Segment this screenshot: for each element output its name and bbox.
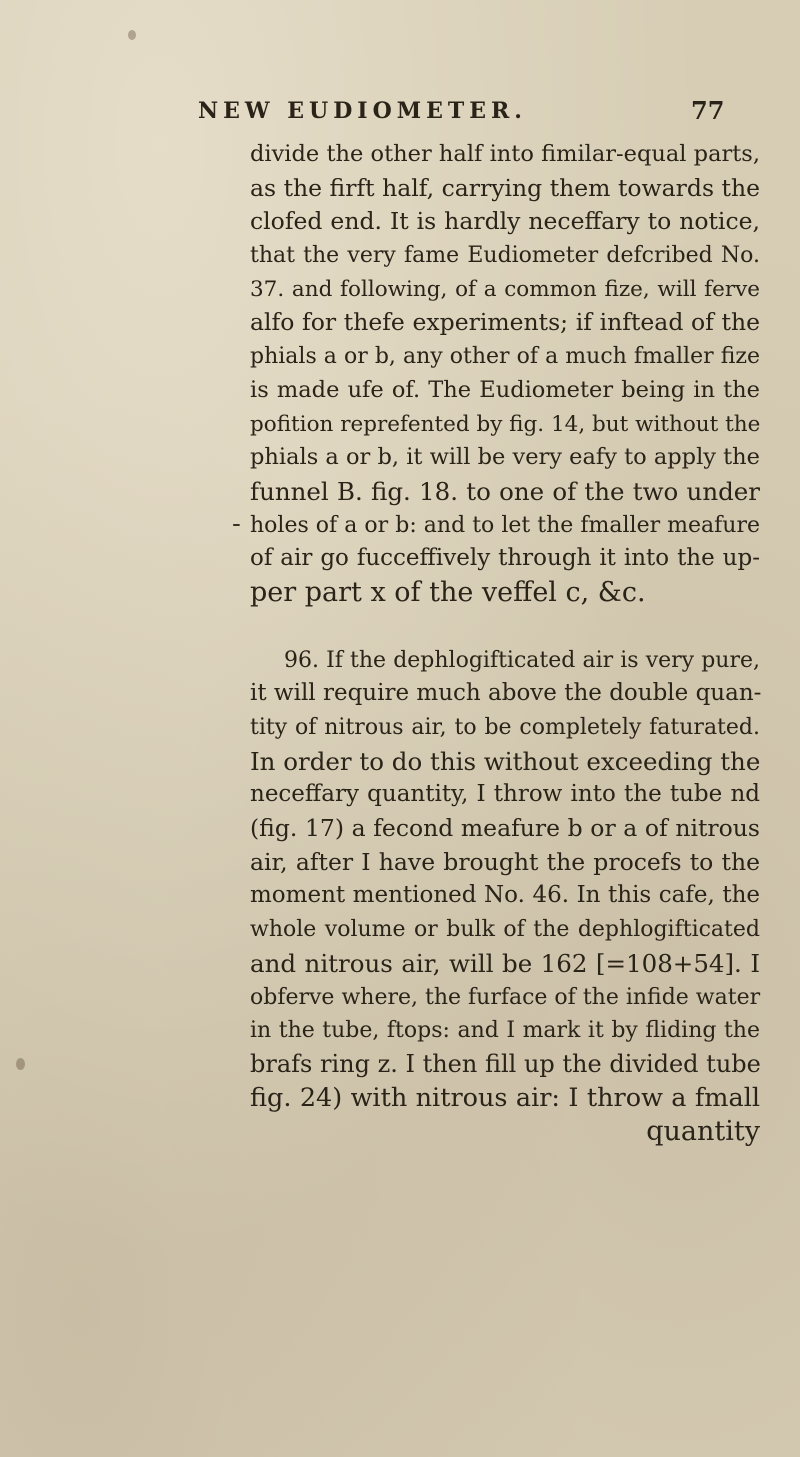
ink-spot bbox=[128, 30, 136, 40]
text-line: 37. and following, of a common fize, will ferve bbox=[250, 276, 760, 302]
text-line: tity of nitrous air, to be completely faturated. bbox=[250, 715, 760, 740]
text-line: In order to do this without exceeding the bbox=[250, 746, 761, 776]
text-line: phials a or b, it will be very eafy to apply the bbox=[250, 444, 760, 471]
text-line: divide the other half into fimilar-equal parts, bbox=[250, 141, 760, 167]
body-text bbox=[250, 138, 760, 1149]
text-line: it will require much above the double quan- bbox=[250, 680, 762, 707]
catchword: quantity bbox=[646, 1116, 760, 1148]
text-line: whole volume or bulk of the dephlogifticated bbox=[250, 917, 760, 943]
text-line: moment mentioned No. 46. In this cafe, the bbox=[250, 882, 760, 909]
text-line: brafs ring z. I then fill up the divided tube bbox=[250, 1049, 761, 1078]
text-line: (fig. 17) a fecond meafure b or a of nitrous bbox=[250, 814, 760, 843]
page-number: 77 bbox=[691, 96, 725, 125]
text-line: air, after I have brought the procefs to the bbox=[250, 847, 760, 876]
text-line: holes of a or b: and to let the fmaller meafure bbox=[250, 512, 760, 538]
text-line: as the firft half, carrying them towards the bbox=[250, 173, 760, 202]
text-line: funnel B. fig. 18. to one of the two under bbox=[250, 476, 760, 506]
paragraph-96 bbox=[250, 644, 760, 1149]
text-line: neceffary quantity, I throw into the tube nd bbox=[250, 781, 760, 808]
running-title: NEW EUDIOMETER. bbox=[198, 98, 527, 124]
text-line: per part x of the veffel c, &c. bbox=[250, 576, 646, 608]
text-line: obferve where, the furface of the infide water bbox=[250, 984, 761, 1010]
text-line: alfo for thefe experiments; if inftead of the bbox=[250, 308, 760, 337]
text-line: clofed end. It is hardly neceffary to notice, bbox=[250, 207, 760, 236]
text-line: in the tube, ftops: and I mark it by fliding the bbox=[250, 1018, 760, 1044]
running-head bbox=[198, 98, 758, 138]
text-line: that the very fame Eudiometer defcribed No. bbox=[250, 243, 760, 269]
text-line: and nitrous air, will be 162 [=108+54]. I bbox=[250, 948, 760, 978]
margin-mark: - bbox=[232, 509, 241, 539]
text-line: of air go fucceffively through it into the up- bbox=[250, 545, 760, 572]
paragraph-continued bbox=[250, 138, 760, 610]
ink-spot bbox=[16, 1058, 25, 1070]
paragraph-gap bbox=[250, 610, 760, 644]
text-line: phials a or b, any other of a much fmaller fize bbox=[250, 344, 760, 370]
text-line: fig. 24) with nitrous air: I throw a fmall bbox=[250, 1082, 760, 1113]
text-line: is made ufe of. The Eudiometer being in the bbox=[250, 376, 760, 403]
text-line: 96. If the dephlogifticated air is very pure, bbox=[284, 647, 760, 673]
text-line: pofition reprefented by fig. 14, but without the bbox=[250, 411, 761, 437]
